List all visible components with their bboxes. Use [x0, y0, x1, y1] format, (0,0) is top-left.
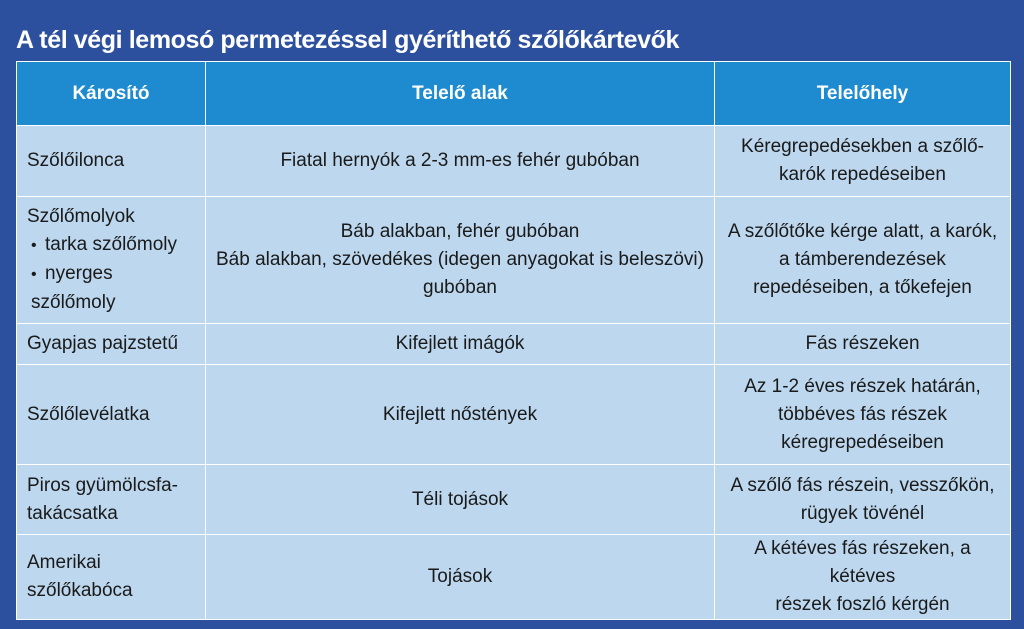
header-overwintering-place: Telelőhely — [715, 62, 1011, 126]
place-text: A szőlő fás részein, vesszőkön, — [730, 474, 995, 496]
place-text: kéregrepedéseiben — [781, 431, 944, 453]
form-text: gubóban — [423, 277, 497, 298]
pest-cell — [17, 535, 206, 620]
place-cell — [715, 535, 1011, 620]
place-text: karók repedéseiben — [779, 164, 946, 185]
pest-name: Szőlőmolyok — [27, 206, 135, 227]
form-text: Téli tojások — [411, 488, 509, 510]
header-overwintering-form: Telelő alak — [206, 62, 715, 126]
list-item: • nyerges szőlőmoly — [27, 260, 195, 317]
form-text: Báb alakban, fehér gubóban — [340, 221, 580, 242]
pest-name: Szőlőilonca — [27, 150, 125, 171]
pest-cell — [17, 465, 206, 535]
form-cell — [206, 365, 715, 465]
place-cell — [715, 465, 1011, 535]
form-cell — [206, 126, 715, 197]
place-text: A szőlőtőke kérge alatt, a karók, — [727, 221, 998, 242]
form-text: Báb alakban, szövedékes (idegen anyagokat is beleszövi) — [216, 249, 704, 270]
form-text: Kifejlett nőstények — [382, 403, 538, 425]
place-text: részek foszló kérgén — [775, 594, 950, 615]
place-text: Az 1-2 éves részek határán, — [744, 375, 981, 397]
pest-name: Piros gyümölcsfa- — [27, 474, 178, 496]
pest-subtypes-list — [27, 231, 195, 317]
pest-name: Gyapjas pajzstetű — [27, 333, 179, 354]
pest-name: Amerikai szőlőkabóca — [27, 552, 133, 601]
form-text: Kifejlett imágók — [395, 333, 525, 354]
place-text: Fás részeken — [805, 333, 920, 354]
form-cell — [206, 465, 715, 535]
header-pest: Károsító — [17, 62, 206, 126]
place-text: a támberendezések — [779, 249, 946, 270]
pest-cell — [17, 197, 206, 324]
table-row — [17, 365, 1011, 465]
pest-name: takácsatka — [27, 502, 118, 524]
form-text: Tojások — [427, 566, 493, 587]
place-cell — [715, 197, 1011, 324]
place-cell — [715, 126, 1011, 197]
pest-cell — [17, 365, 206, 465]
place-text: többéves fás részek — [778, 403, 947, 425]
place-cell — [715, 324, 1011, 365]
place-text: rügyek tövénél — [800, 502, 925, 524]
place-cell — [715, 365, 1011, 465]
page-title: A tél végi lemosó permetezéssel gyéríthető szőlőkártevők — [16, 26, 680, 54]
table-row — [17, 465, 1011, 535]
place-text: Kéregrepedésekben a szőlő- — [741, 136, 984, 157]
pest-name: Szőlőlevélatka — [27, 403, 150, 425]
place-text: repedéseiben, a tőkefejen — [753, 277, 972, 298]
table-row — [17, 197, 1011, 324]
table-header-row — [17, 62, 1011, 126]
place-text: A kétéves fás részeken, a kétéves — [754, 538, 971, 587]
form-text: Fiatal hernyók a 2-3 mm-es fehér gubóban — [280, 150, 640, 171]
form-cell — [206, 535, 715, 620]
table-row — [17, 324, 1011, 365]
pest-table — [16, 61, 1011, 620]
form-cell — [206, 197, 715, 324]
table-row — [17, 535, 1011, 620]
table-row — [17, 126, 1011, 197]
list-item: • tarka szőlőmoly — [27, 231, 195, 260]
pest-cell — [17, 324, 206, 365]
form-cell — [206, 324, 715, 365]
pest-cell — [17, 126, 206, 197]
